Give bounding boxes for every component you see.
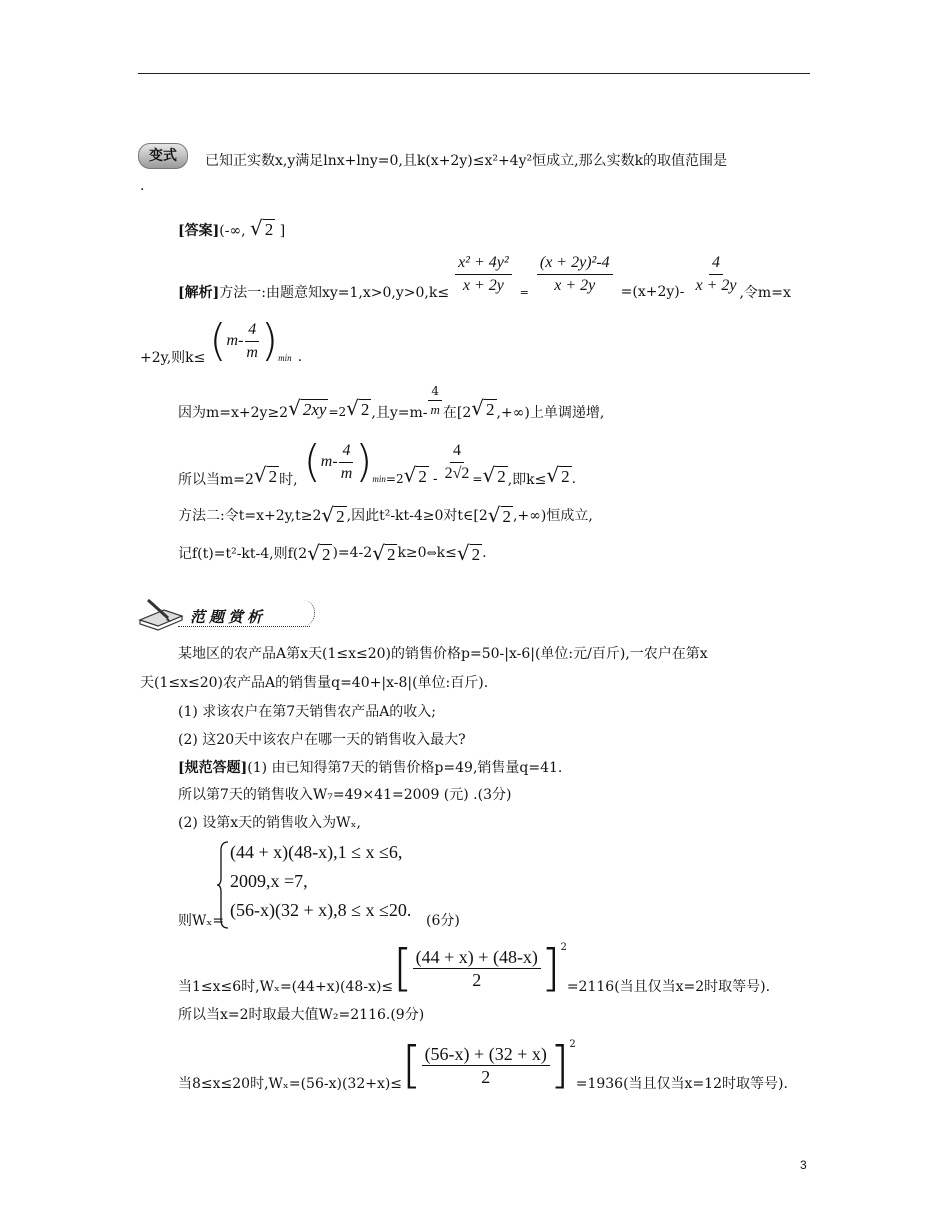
analysis-line3: 因为m=x+2y≥2 √ 2xy =2 √ 2 ,且y=m- $\frac{4}{m}$ 在[2 √ 2 ,+∞)上单调递增, <box>178 383 605 421</box>
page-number: 3 <box>800 1158 807 1172</box>
solution-line2: 所以第7天的销售收入W₇=49×41=2009 (元) .(3分) <box>178 787 512 803</box>
solution-line4: 当1≤x≤6时,Wₓ=(44+x)(48-x)≤ [ $\frac{(44 + x) + (48-x)}{2}$ ] 2 =2116(当且仅当x=2时取等号). <box>178 939 771 997</box>
problem2-q1: (1) 求该农户在第7天销售农产品A的收入; <box>178 704 437 720</box>
problem2-q2: (2) 这20天中该农户在哪一天的销售收入最大? <box>178 732 466 748</box>
analysis-line2: +2y,则k≤ ( m- $\frac{4}{m}$ ) min . <box>140 315 303 366</box>
variant-badge: 变式 <box>138 143 188 169</box>
solution-line6: 当8≤x≤20时,Wₓ=(56-x)(32+x)≤ [ $\frac{(56-x) + (32 + x)}{2}$ ] 2 =1936(当且仅当x=12时取等号). <box>178 1036 788 1094</box>
piecewise-function: 则Wₓ= (44 + x)(48-x),1 ≤ x ≤6, 2009,x =7, (56-x)(32 + x),8 ≤ x ≤20. (6分) <box>178 842 460 929</box>
solution-line3: (2) 设第x天的销售收入为Wₓ, <box>178 815 361 831</box>
sqrt-symbol: √ 2 <box>250 216 274 240</box>
left-brace-icon <box>216 840 230 930</box>
problem1-line1-end: . <box>140 178 145 194</box>
analysis-line1: [解析] 方法一:由题意知xy=1,x>0,y>0,k≤ $\frac{\text{x² + 4y²}}{x + 2y}$ = $\frac{\text{(x + 2y)²-4}}{x + 2y}$ =(x+2y)- $\frac{4}{x + 2y}$ ,令m=x <box>178 253 791 301</box>
header-rule <box>138 73 810 74</box>
analysis-line5: 方法二:令t=x+2y,t≥2 √ 2 ,因此t²-kt-4≥0对t∈[2 √ 2 ,+∞)恒成立, <box>178 503 593 527</box>
section-banner: 范题赏析 <box>138 596 318 632</box>
analysis-line6: 记f(t)=t²-kt-4,则f(2 √ 2 )=4-2 √ 2 k≥0 ⇔ k≤ √ 2 . <box>178 541 487 565</box>
implies-icon: ⇔ <box>426 546 437 560</box>
fraction-2: $\frac{\text{(x + 2y)²-4}}{x + 2y}$ <box>537 254 613 295</box>
answer-line: [答案](-∞, √ 2 ] <box>178 216 286 240</box>
problem1-line1: 已知正实数x,y满足lnx+lny=0,且k(x+2y)≤x²+4y²恒成立,那么实数k的取值范围是 <box>205 153 728 169</box>
fraction-1: $\frac{\text{x² + 4y²}}{x + 2y}$ <box>455 254 512 295</box>
fraction-3: $\frac{4}{x + 2y}$ <box>695 253 737 294</box>
problem2-line2: 天(1≤x≤20)农产品A的销售量q=40+|x-8|(单位:百斤). <box>140 675 489 691</box>
analysis-line4: 所以当m=2 √ 2 时, ( m- $\frac{4}{m}$ ) min =2 √ 2 - $\frac{4}{2√2}$ = √ 2 ,即k≤ √ 2 . <box>178 436 577 488</box>
solution-line1: [规范答题](1) 由已知得第7天的销售价格p=49,销售量q=41. <box>178 760 563 776</box>
problem2-line1: 某地区的农产品A第x天(1≤x≤20)的销售价格p=50-|x-6|(单位:元/百斤),一农户在第x <box>178 646 708 662</box>
solution-line5: 所以当x=2时取最大值W₂=2116.(9分) <box>178 1007 425 1023</box>
